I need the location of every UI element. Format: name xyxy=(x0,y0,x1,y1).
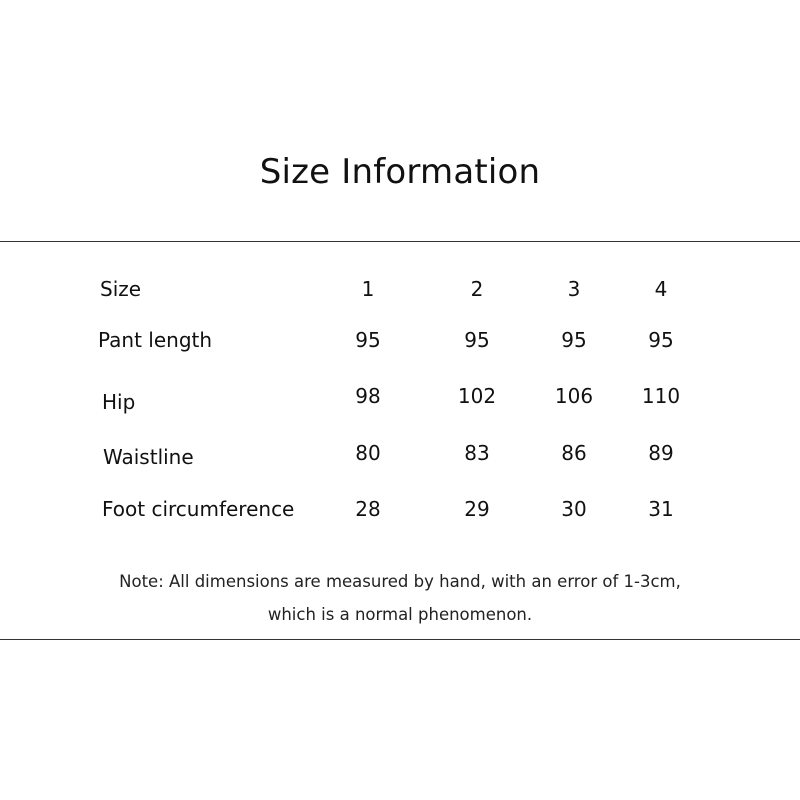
size-2: 2 xyxy=(470,277,484,301)
row-value: 89 xyxy=(648,441,674,465)
table-row xyxy=(0,381,800,414)
table-row xyxy=(0,438,800,468)
row-value: 102 xyxy=(457,384,497,408)
row-value: 28 xyxy=(355,497,381,521)
row-value: 31 xyxy=(648,497,674,521)
measurement-note-line-1: Note: All dimensions are measured by hand, with an error of 1-3cm, xyxy=(119,572,681,591)
row-value: 80 xyxy=(355,441,381,465)
measurement-note-line-2: which is a normal phenomenon. xyxy=(267,605,533,624)
size-3: 3 xyxy=(567,277,581,301)
row-value: 106 xyxy=(554,384,594,408)
table-row xyxy=(0,494,800,524)
row-value: 83 xyxy=(464,441,490,465)
size-4: 4 xyxy=(654,277,668,301)
page-title: Size Information xyxy=(259,152,541,192)
row-value: 86 xyxy=(561,441,587,465)
row-value: 29 xyxy=(464,497,490,521)
row-label: Pant length xyxy=(98,328,213,352)
row-value: 30 xyxy=(561,497,587,521)
row-label: Hip xyxy=(102,390,136,414)
row-value: 95 xyxy=(561,328,587,352)
row-value: 110 xyxy=(641,384,681,408)
row-value: 98 xyxy=(355,384,381,408)
table-header-row xyxy=(0,274,800,304)
row-value: 95 xyxy=(464,328,490,352)
header-label: Size xyxy=(100,277,142,301)
table-row xyxy=(0,325,800,355)
bottom-divider xyxy=(0,639,800,640)
size-1: 1 xyxy=(361,277,375,301)
row-label: Foot circumference xyxy=(102,497,295,521)
row-value: 95 xyxy=(648,328,674,352)
row-value: 95 xyxy=(355,328,381,352)
row-label: Waistline xyxy=(103,445,194,469)
